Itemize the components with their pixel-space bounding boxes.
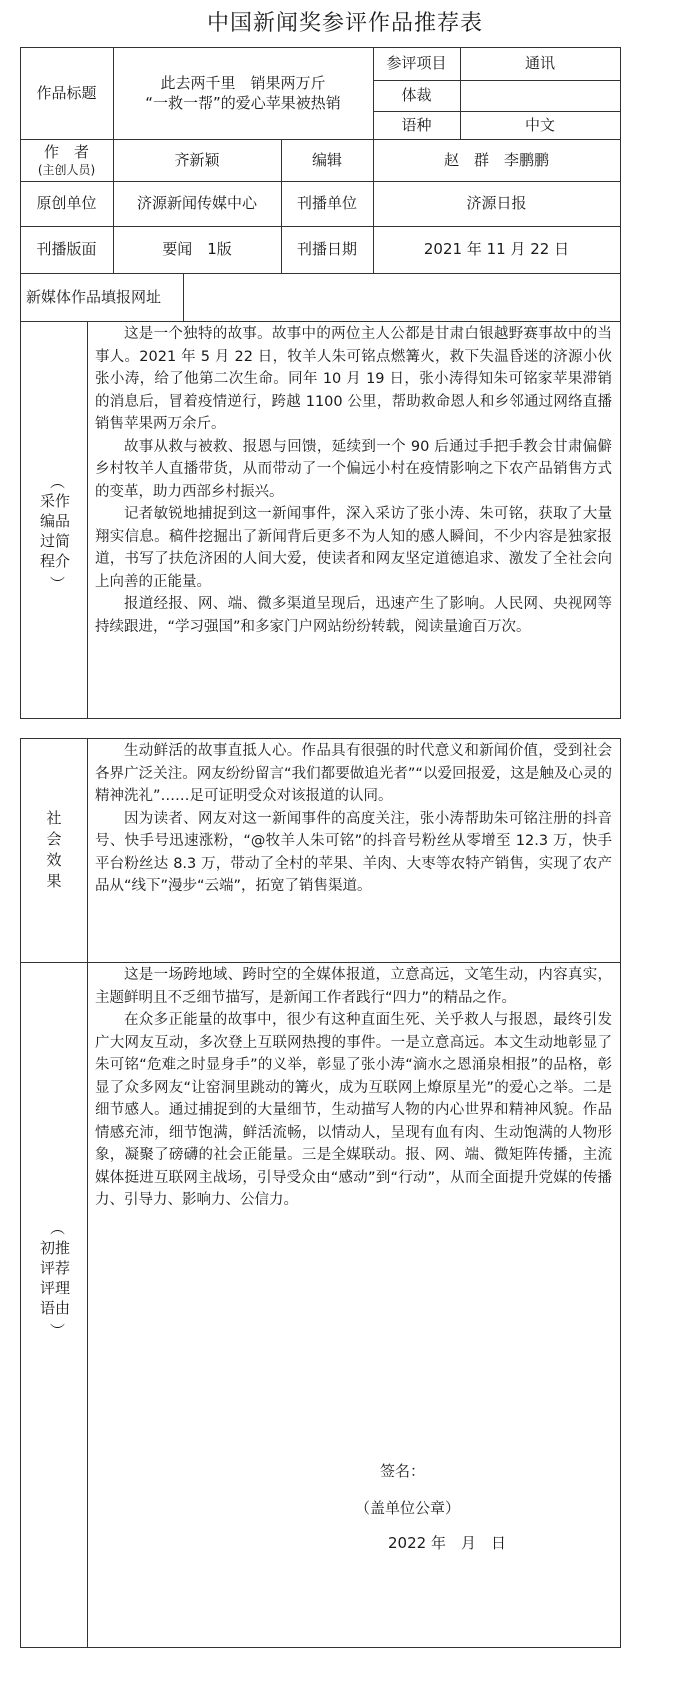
label-review-line: 语由	[39, 1299, 70, 1317]
label-social-text	[44, 808, 64, 892]
entry-item-value: 通讯	[524, 54, 555, 73]
label-social-char: 会	[46, 830, 62, 848]
process-paragraph: 记者敏锐地捕捉到这一新闻事件，深入采访了张小涛、朱可铭，获取了大量翔实信息。稿件挖掘出了新闻背后更多不为人知的感人瞬间，不少内容是独家报道，书写了扶危济困的人间大爱，使读者和网友坚定道德追求、激发了全社会向上向善的正能量。	[95, 506, 612, 590]
social-effect-body	[95, 740, 612, 898]
label-process-line: 采作	[39, 492, 70, 510]
editor-value: 赵 群 李鹏鹏	[443, 150, 549, 169]
label-entry-item: 参评项目	[386, 54, 447, 73]
label-genre: 体裁	[401, 86, 432, 105]
social-paragraph: 生动鲜活的故事直抵人心。作品具有很强的时代意义和新闻价值，受到社会各界广泛关注。网友纷纷留言“我们都要做追光者”“以爱回报爱，这是触及心灵的精神洗礼”……足可证明受众对该报道的认同。	[95, 743, 612, 804]
work-title-line1: 此去两千里 销果两万斤	[160, 73, 326, 92]
signature-label: 签名：	[380, 1462, 426, 1480]
layout-value: 要闻 1版	[162, 240, 232, 259]
paren-open: ︵	[50, 473, 66, 491]
label-social-char: 社	[46, 809, 62, 827]
new-media-url-value	[183, 273, 620, 321]
label-work-title: 作品标题	[36, 83, 97, 102]
paren-close: ︶	[50, 575, 66, 593]
label-social-effect	[20, 738, 87, 962]
paren-close: ︶	[50, 1322, 66, 1340]
social-paragraph: 因为读者、网友对这一新闻事件的高度关注，张小涛帮助朱可铭注册的抖音号、快手号迅速涨粉，“@牧羊人朱可铭”的抖音号粉丝从零增至 12.3 万，快手平台粉丝达 8.3 万，带动了全村的苹果、羊肉、大枣等农特产销售，实现了农产品从“线下”漫步“云端”，拓宽了销售渠道。	[95, 810, 612, 894]
seal-label: （盖单位公章）	[355, 1499, 461, 1517]
label-review-section	[20, 962, 87, 1647]
process-body	[95, 323, 612, 638]
review-paragraph: 在众多正能量的故事中，很少有这种直面生死、关乎救人与报恩，最终引发广大网友互动，多次登上互联网热搜的事件。一是立意高远。本文生动地彰显了朱可铭“危难之时显身手”的义举，彰显了张小涛“滴水之恩涌泉相报”的品格，彰显了众多网友“让窑洞里跳动的篝火，成为互联网上燎原星光”的爱心之举。二是细节感人。通过捕捉到的大量细节，生动描写人物的内心世界和精神风貌。作品情感充沛，细节饱满，鲜活流畅，以情动人，呈现有血有肉、生动饱满的人物形象，凝聚了磅礴的社会正能量。三是全媒联动。报、网、端、微矩阵传播，主流媒体挺进互联网主战场，引导受众由“感动”到“行动”，从而全面提升党媒的传播力、引导力、影响力、公信力。	[95, 1012, 612, 1208]
label-social-char: 效	[46, 851, 62, 869]
label-review-line: 评荐	[39, 1259, 70, 1277]
label-author-sub: (主创人员)	[37, 163, 96, 178]
label-publish-date: 刊播日期	[296, 240, 357, 259]
label-review-text	[38, 1238, 72, 1318]
label-language: 语种	[401, 115, 432, 134]
work-title-line2: “一救一帮”的爱心苹果被热销	[145, 94, 341, 112]
author-value: 齐新颖	[174, 150, 220, 169]
label-editor: 编辑	[311, 150, 342, 169]
label-author-main: 作 者	[43, 142, 89, 161]
process-paragraph: 这是一个独特的故事。故事中的两位主人公都是甘肃白银越野赛事故中的当事人。2021 年 5 月 22 日，牧羊人朱可铭点燃篝火，救下失温昏迷的济源小伙张小涛，给了他第二次生命。同年 10 月 19 日，张小涛得知朱可铭家苹果滞销的消息后，冒着疫情逆行，跨越 1100 公里，帮助救命恩人和乡邻通过网络直播销售苹果两万余斤。	[95, 326, 612, 432]
publisher-value: 济源日报	[466, 194, 527, 213]
process-paragraph: 报道经报、网、端、微多渠道呈现后，迅速产生了影响。人民网、央视网等持续跟进，“学习强国”和多家门户网站纷纷转载，阅读量逾百万次。	[95, 596, 612, 635]
label-author	[20, 139, 113, 181]
label-review-line: 初推	[39, 1239, 70, 1257]
review-body	[95, 964, 612, 1212]
label-layout: 刊播版面	[36, 240, 97, 259]
label-process-text	[38, 491, 72, 571]
publish-date-value: 2021 年 11 月 22 日	[423, 240, 570, 259]
label-process-line: 程介	[39, 552, 70, 570]
review-paragraph: 这是一场跨地域、跨时空的全媒体报道，立意高远，文笔生动，内容真实，主题鲜明且不乏细节描写，是新闻工作者践行“四力”的精品之作。	[95, 967, 612, 1006]
original-unit-value: 济源新闻传媒中心	[136, 194, 257, 213]
label-process-section	[20, 321, 87, 718]
sign-date: 2022 年 月 日	[388, 1534, 506, 1552]
label-social-char: 果	[46, 872, 62, 890]
label-original-unit: 原创单位	[36, 194, 97, 213]
genre-value	[460, 80, 620, 111]
page-title: 中国新闻奖参评作品推荐表	[206, 11, 483, 36]
label-process-line: 编品	[39, 512, 70, 530]
language-value: 中文	[524, 115, 555, 134]
paren-open: ︵	[50, 1219, 66, 1237]
label-review-line: 评理	[39, 1279, 70, 1297]
process-paragraph: 故事从救与被救、报恩与回馈，延续到一个 90 后通过手把手教会甘肃偏僻乡村牧羊人直播带货，从而带动了一个偏远小村在疫情影响之下农产品销售方式的变革，助力西部乡村振兴。	[95, 438, 612, 500]
work-title-value	[113, 47, 373, 139]
label-publisher: 刊播单位	[296, 194, 357, 213]
label-new-media-url: 新媒体作品填报网址	[26, 287, 162, 306]
label-process-line: 过简	[39, 532, 70, 550]
